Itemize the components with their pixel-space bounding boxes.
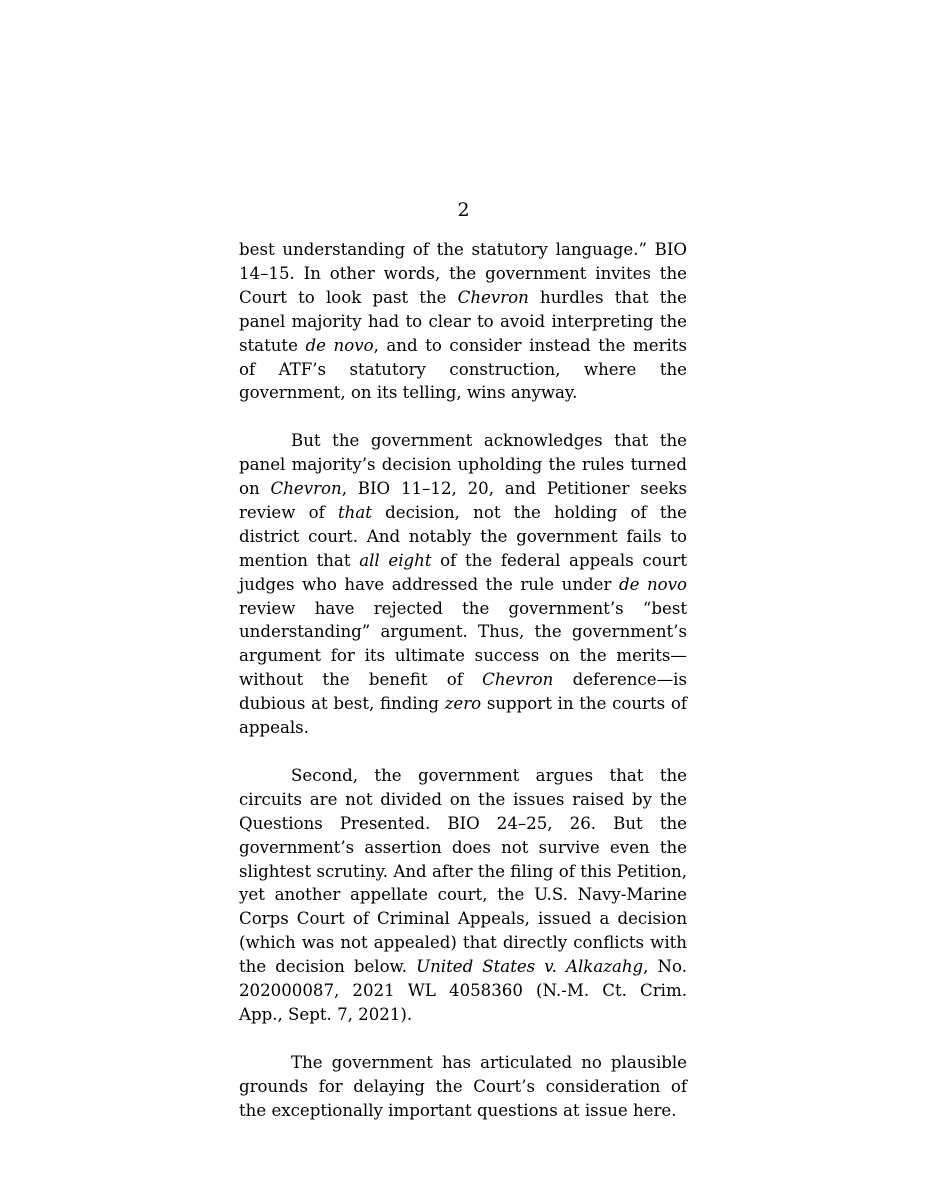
text-run: best understanding of the statutory language.” BIO 14–15. In other words, the government invites the Court to look past the [239, 240, 687, 307]
paragraph-3 [239, 764, 687, 1027]
text-run: deference—is dubious at best, finding [239, 670, 687, 714]
text-run: review have rejected the government’s “best understanding” argument. Thus, the government’s argument for its ultimate success on the merits—without the benefit of [239, 598, 687, 690]
italic-text-run: de novo [305, 335, 374, 355]
body-text [239, 238, 687, 1122]
italic-text-run: that [338, 502, 372, 522]
text-run: But the government acknowledges that the panel majority’s decision upholding the rules turned on [239, 431, 687, 499]
italic-text-run: Chevron [270, 479, 342, 499]
paragraph-1 [239, 238, 687, 405]
italic-text-run: Chevron [482, 670, 554, 690]
paragraph-2 [239, 429, 687, 740]
italic-text-run: zero [444, 694, 482, 714]
text-run: , and to consider instead the merits of ATF’s statutory construction, where the government, on its telling, wins anyway. [239, 335, 687, 403]
paragraph-4 [239, 1051, 687, 1123]
text-run: hurdles that the panel majority had to clear to avoid interpreting the statute [239, 287, 687, 355]
italic-text-run: Chevron [457, 287, 529, 307]
text-run: Second, the government argues that the circuits are not divided on the issues raised by the Questions Presented. BIO 24–25, 26. But the government’s assertion does not survive even the slightest scrutiny. And after the filing of this Petition, yet another appellate court, the U.S. Navy-Marine Corps Court of Criminal Appeals, issued a decision (which was not appealed) that directly conflicts with the decision below. [239, 765, 687, 977]
text-run: , BIO 11–12, 20, and Petitioner seeks review of [239, 479, 687, 522]
italic-text-run: de novo [618, 574, 687, 594]
text-run: of the federal appeals court judges who have addressed the rule under [239, 550, 687, 594]
text-run: decision, not the holding of the district court. And notably the government fails to mention that [239, 502, 687, 570]
italic-text-run: United States v. Alkazahg [416, 957, 644, 977]
text-run: The government has articulated no plausible grounds for delaying the Court’s consideration of the exceptionally important questions at issue here. [239, 1052, 687, 1120]
page-number: 2 [457, 199, 470, 221]
text-run: support in the courts of appeals. [239, 694, 687, 738]
text-run: , No. 202000087, 2021 WL 4058360 (N.-M. Ct. Crim. App., Sept. 7, 2021). [239, 957, 687, 1024]
italic-text-run: all eight [359, 550, 432, 570]
